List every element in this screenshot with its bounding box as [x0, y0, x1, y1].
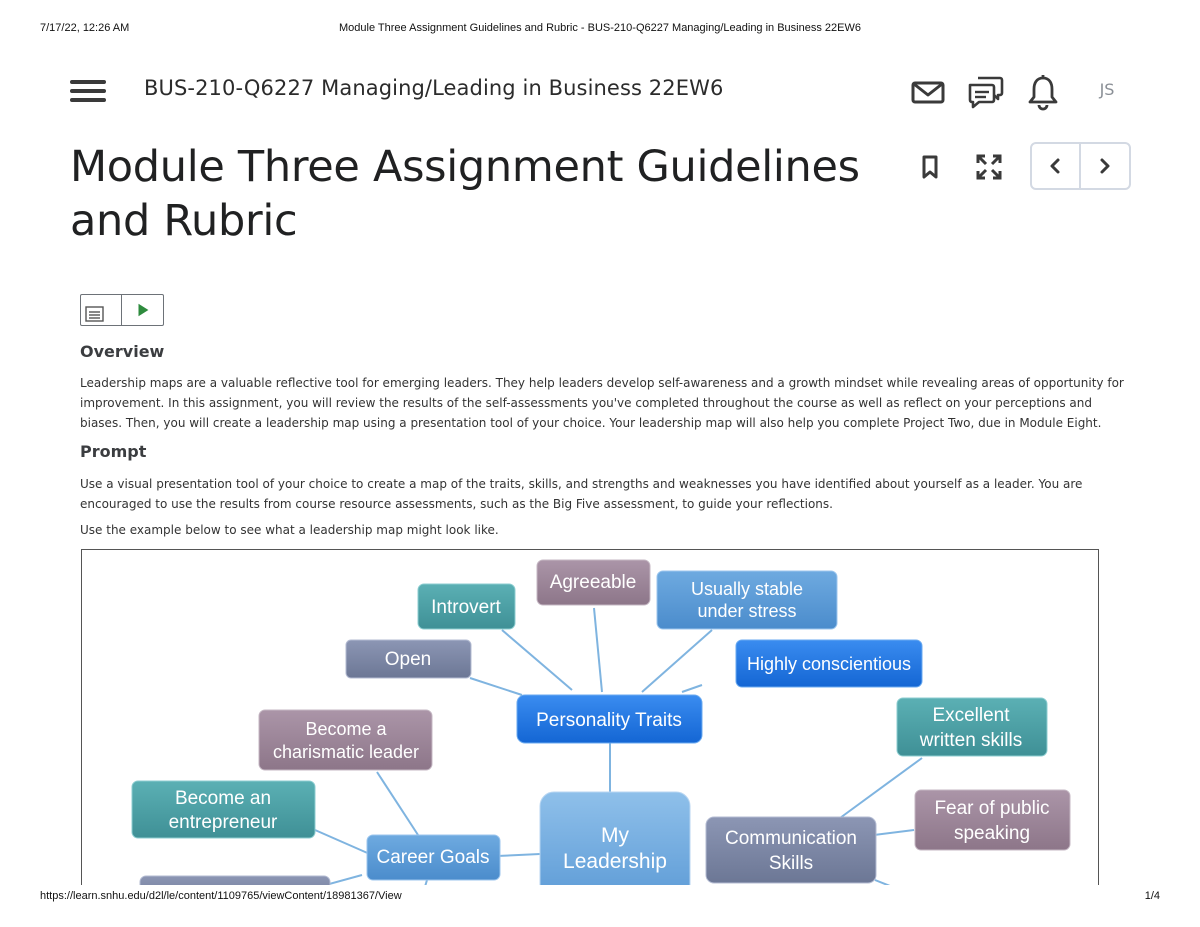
play-icon — [134, 301, 152, 319]
label-center-line2: Leadership — [563, 850, 667, 873]
next-topic-button[interactable] — [1081, 144, 1130, 188]
label-agreeable: Agreeable — [549, 572, 637, 593]
label-stable-line1: Usually stable — [690, 579, 804, 599]
print-datetime: 7/17/22, 12:26 AM — [40, 22, 130, 34]
course-title[interactable]: BUS-210-Q6227 Managing/Leading in Business 22EW6 — [144, 76, 724, 100]
topic-navigation — [1030, 142, 1131, 190]
print-footer — [0, 890, 1200, 906]
label-written-line1: Excellent — [932, 705, 1010, 726]
chevron-right-icon — [1095, 156, 1115, 176]
print-url: https://learn.snhu.edu/d2l/le/content/1109765/viewContent/18981367/View — [40, 890, 402, 902]
node-charismatic — [259, 710, 432, 770]
label-fear-line1: Fear of public — [934, 798, 1050, 819]
node-entrepreneur — [132, 781, 315, 838]
label-center-line1: My — [601, 824, 629, 847]
print-header — [0, 22, 1200, 38]
bell-icon[interactable] — [1023, 72, 1063, 112]
example-text: Use the example below to see what a leadership map might look like. — [80, 523, 499, 537]
play-button[interactable] — [122, 295, 163, 325]
node-open — [346, 640, 471, 678]
node-career-goals — [367, 835, 500, 880]
label-open: Open — [384, 649, 432, 670]
page-title-line1: Module Three Assignment Guidelines — [70, 142, 860, 192]
bookmark-icon[interactable] — [918, 152, 942, 182]
label-charismatic-line2: charismatic leader — [272, 742, 420, 762]
prompt-heading: Prompt — [80, 442, 147, 461]
course-navbar — [70, 68, 1130, 112]
node-partial-bottom-left — [140, 876, 330, 885]
overview-text: Leadership maps are a valuable reflective tool for emerging leaders. They help leaders develop self-awareness and a growth mindset while revealing areas of opportunity for improvement. In this assignment, you will review the results of the self-assessments you've completed throughout the course as well as reflect on your perceptions and biases. Then, you will create a leadership map using a presentation tool of your choice. Your leadership map will also help you complete Project Two, due in Module Eight. — [80, 376, 1124, 430]
content-toolbar — [80, 294, 164, 326]
label-written-line2: written skills — [919, 730, 1023, 751]
label-entrepreneur-line1: Become an — [174, 788, 272, 809]
node-agreeable — [537, 560, 650, 605]
document-view-button[interactable] — [81, 295, 122, 325]
label-entrepreneur-line2: entrepreneur — [168, 812, 278, 833]
chevron-left-icon — [1045, 156, 1065, 176]
label-communication-line2: Skills — [768, 853, 814, 874]
node-conscientious — [736, 640, 922, 687]
label-introvert: Introvert — [431, 597, 501, 618]
node-communication-skills — [706, 817, 876, 883]
hamburger-menu-icon[interactable] — [70, 78, 106, 104]
node-stable — [657, 571, 837, 629]
fullscreen-icon[interactable] — [974, 152, 1004, 182]
overview-heading: Overview — [80, 342, 165, 361]
previous-topic-button[interactable] — [1032, 144, 1081, 188]
label-conscientious: Highly conscientious — [746, 654, 912, 674]
document-icon — [83, 296, 119, 324]
label-charismatic-line1: Become a — [305, 719, 387, 739]
label-communication-line1: Communication — [725, 828, 857, 849]
label-career-goals: Career Goals — [376, 847, 490, 868]
label-personality-traits: Personality Traits — [536, 710, 682, 731]
page-title — [70, 140, 870, 248]
print-title: Module Three Assignment Guidelines and Rubric - BUS-210-Q6227 Managing/Leading in Business 22EW6 — [339, 22, 861, 34]
page-title-line2: and Rubric — [70, 196, 298, 246]
prompt-text: Use a visual presentation tool of your choice to create a map of the traits, skills, and strengths and weaknesses you have identified about yourself as a leader. You are encouraged to use the results from course resource assessments, such as the Big Five assessment, to guide your reflections. — [80, 477, 1083, 511]
print-page-number: 1/4 — [1144, 890, 1160, 902]
leadership-map-image — [81, 549, 1099, 885]
node-fear-public-speaking — [915, 790, 1070, 850]
user-avatar[interactable]: JS — [1099, 80, 1115, 99]
node-introvert — [418, 584, 515, 629]
label-stable-line2: under stress — [697, 601, 797, 621]
label-fear-line2: speaking — [953, 823, 1031, 844]
chat-icon[interactable] — [966, 72, 1006, 112]
node-personality-traits — [517, 695, 702, 743]
node-written-skills — [897, 698, 1047, 756]
node-my-leadership — [540, 792, 690, 885]
mail-icon[interactable] — [908, 72, 948, 112]
